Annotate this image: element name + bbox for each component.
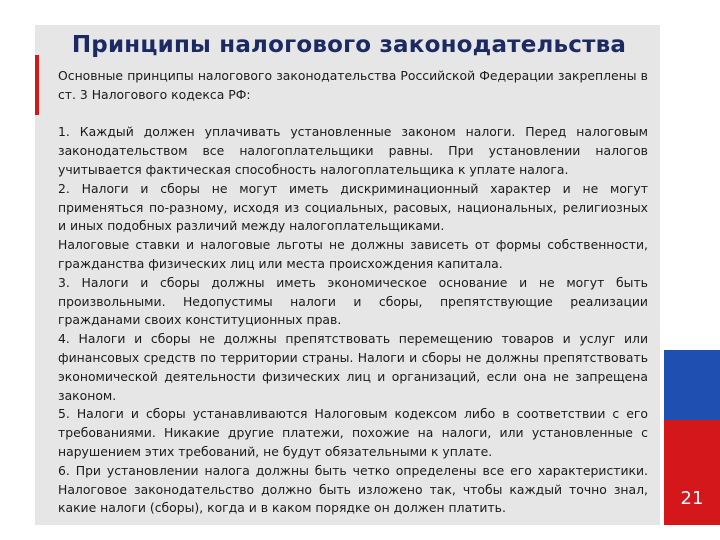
paragraph-2: 2. Налоги и сборы не могут иметь дискриминационный характер и не могут применяться по-разному, исходя из социальных, расовых, национальных, религиозных и иных подобных различий между налогоплательщиками. xyxy=(58,180,648,234)
side-accent-red xyxy=(664,420,720,525)
side-panel-top xyxy=(664,25,720,350)
left-accent-bar xyxy=(35,55,39,115)
paragraph-6: 5. Налоги и сборы устанавливаются Налоговым кодексом либо в соответствии с его требованиями. Никакие другие платежи, похожие на налоги, или установленные с нарушением этих требований, не будут обязательными к уплате. xyxy=(58,406,648,459)
paragraph-7: 6. При установлении налога должны быть четко определены все его характеристики. Налоговое законодательство должно быть изложено так, чтобы каждый точно знал, какие налоги (сборы), когда и в каком порядке он должен платить. xyxy=(58,462,648,516)
intro-text: Основные принципы налогового законодательства Российской Федерации закреплены в ст. 3 Налогового кодекса РФ: xyxy=(58,68,648,102)
paragraph-3: Налоговые ставки и налоговые льготы не должны зависеть от формы собственности, гражданства физических лиц или места происхождения капитала. xyxy=(58,237,648,271)
page-number: 21 xyxy=(680,488,704,509)
paragraph-5: 4. Налоги и сборы не должны препятствовать перемещению товаров и услуг или финансовых средств по территории страны. Налоги и сборы не должны препятствовать экономической деятельности физических лиц и организаций, если она не запрещена законом. xyxy=(58,331,648,403)
side-accent-blue xyxy=(664,350,720,420)
slide-title: Принципы налогового законодательства xyxy=(71,32,627,58)
paragraph-1: 1. Каждый должен уплачивать установленные законом налоги. Перед налоговым законодательством все налогоплательщики равны. При установлении налогов учитывается фактическая способность налогоплательщика к уплате налога. xyxy=(58,124,648,177)
slide-content xyxy=(58,67,648,518)
paragraph-4: 3. Налоги и сборы должны иметь экономическое основание и не могут быть произвольными. Недопустимы налоги и сборы, препятствующие реализации гражданами своих конституционных прав. xyxy=(58,274,648,328)
